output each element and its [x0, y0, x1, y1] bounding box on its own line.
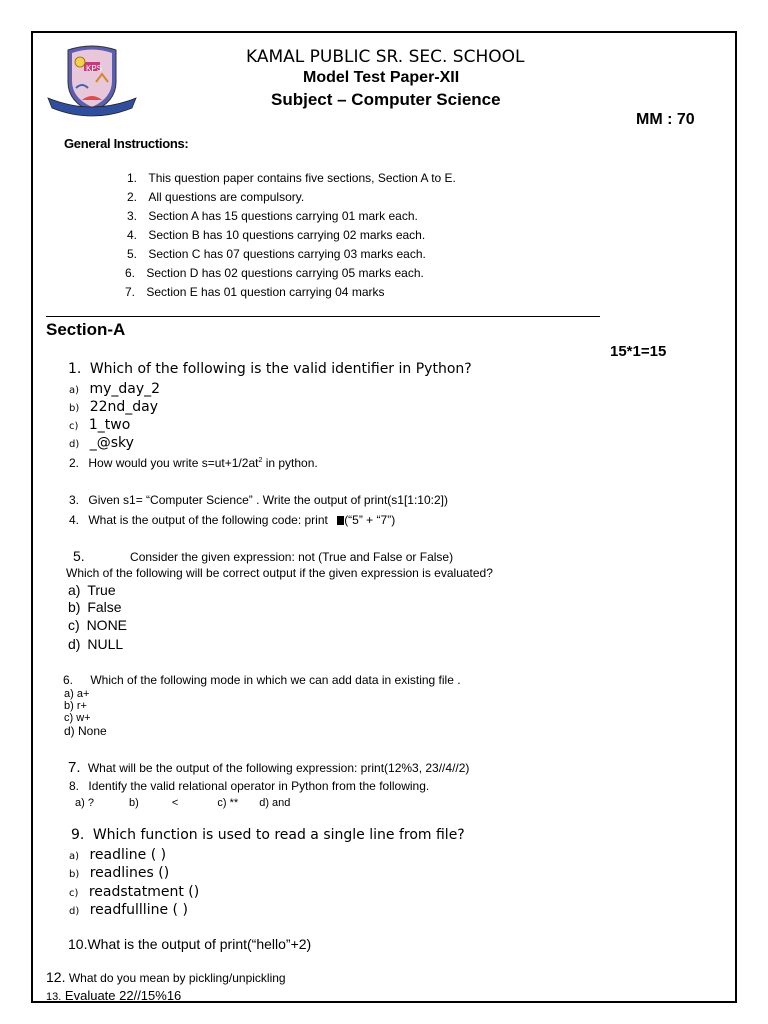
question-10: 10.What is the output of print(“hello”+2) [68, 936, 312, 952]
q5-option-c: c) NONE [68, 617, 128, 633]
section-a-title: Section-A [46, 320, 126, 339]
question-9: 9. Which function is used to read a single line from file? [71, 827, 465, 843]
q5-option-a: a) True [68, 582, 116, 598]
question-5-line2: Which of the following will be correct output if the given expression is evaluated? [66, 566, 493, 580]
question-6: 6. Which of the following mode in which we can add data in existing file . [63, 673, 461, 687]
svg-text:KPS: KPS [86, 64, 103, 73]
instruction-item: 5. Section C has 07 questions carrying 03 marks each. [127, 247, 426, 261]
q6-options: a) a+ b) r+ c) w+ d) None [64, 688, 107, 738]
q8-options: a) ? b) < c) ** d) and [75, 797, 291, 809]
divider-line [46, 316, 600, 317]
q9-option-b: b) readlines () [69, 865, 170, 881]
question-1: 1. Which of the following is the valid identifier in Python? [68, 361, 472, 377]
school-crest-logo [46, 44, 138, 120]
subject-title: Subject – Computer Science [271, 90, 501, 109]
question-4: 4. What is the output of the following code: print (“5” + “7”) [69, 513, 396, 527]
question-8: 8. Identify the valid relational operator in Python from the following. [69, 779, 430, 793]
instruction-item: 2. All questions are compulsory. [127, 190, 305, 204]
question-7: 7. What will be the output of the following expression: print(12%3, 23//4//2) [68, 759, 470, 776]
question-2: 2. How would you write $s=ut+1/2at^2$ in python. [69, 456, 318, 470]
question-13: 13. Evaluate 22//15%16 [46, 988, 182, 1003]
instruction-item: 7. Section E has 01 question carrying 04 marks [125, 285, 385, 299]
max-marks: MM : 70 [636, 111, 695, 128]
question-3: 3. Given s1= “Computer Science” . Write the output of print(s1[1:10:2]) [69, 493, 448, 507]
q9-option-d: d) readfullline ( ) [69, 902, 188, 918]
question-5: 5. Consider the given expression: not (True and False or False) [73, 548, 454, 564]
section-a-marks: 15*1=15 [610, 343, 667, 360]
paper-title: Model Test Paper-XII [303, 69, 460, 86]
instruction-item: 3. Section A has 15 questions carrying 01 mark each. [127, 209, 418, 223]
question-12: 12. What do you mean by pickling/unpickling [46, 969, 286, 985]
instruction-item: 6. Section D has 02 questions carrying 05 marks each. [125, 266, 424, 280]
school-name: KAMAL PUBLIC SR. SEC. SCHOOL [246, 47, 525, 67]
q1-option-a: a) my_day_2 [69, 381, 161, 397]
q1-option-d: d) _@sky [69, 435, 134, 451]
instructions-heading: General Instructions: [64, 136, 189, 151]
q9-option-c: c) readstatment () [69, 884, 200, 900]
q1-option-b: b) 22nd_day [69, 399, 159, 415]
q1-option-c: c) 1_two [69, 417, 131, 433]
q5-option-d: d) NULL [68, 636, 124, 652]
instruction-item: 4. Section B has 10 questions carrying 02 marks each. [127, 228, 426, 242]
instruction-item: 1. This question paper contains five sections, Section A to E. [127, 171, 456, 185]
q9-option-a: a) readline ( ) [69, 847, 167, 863]
q5-option-b: b) False [68, 599, 122, 615]
